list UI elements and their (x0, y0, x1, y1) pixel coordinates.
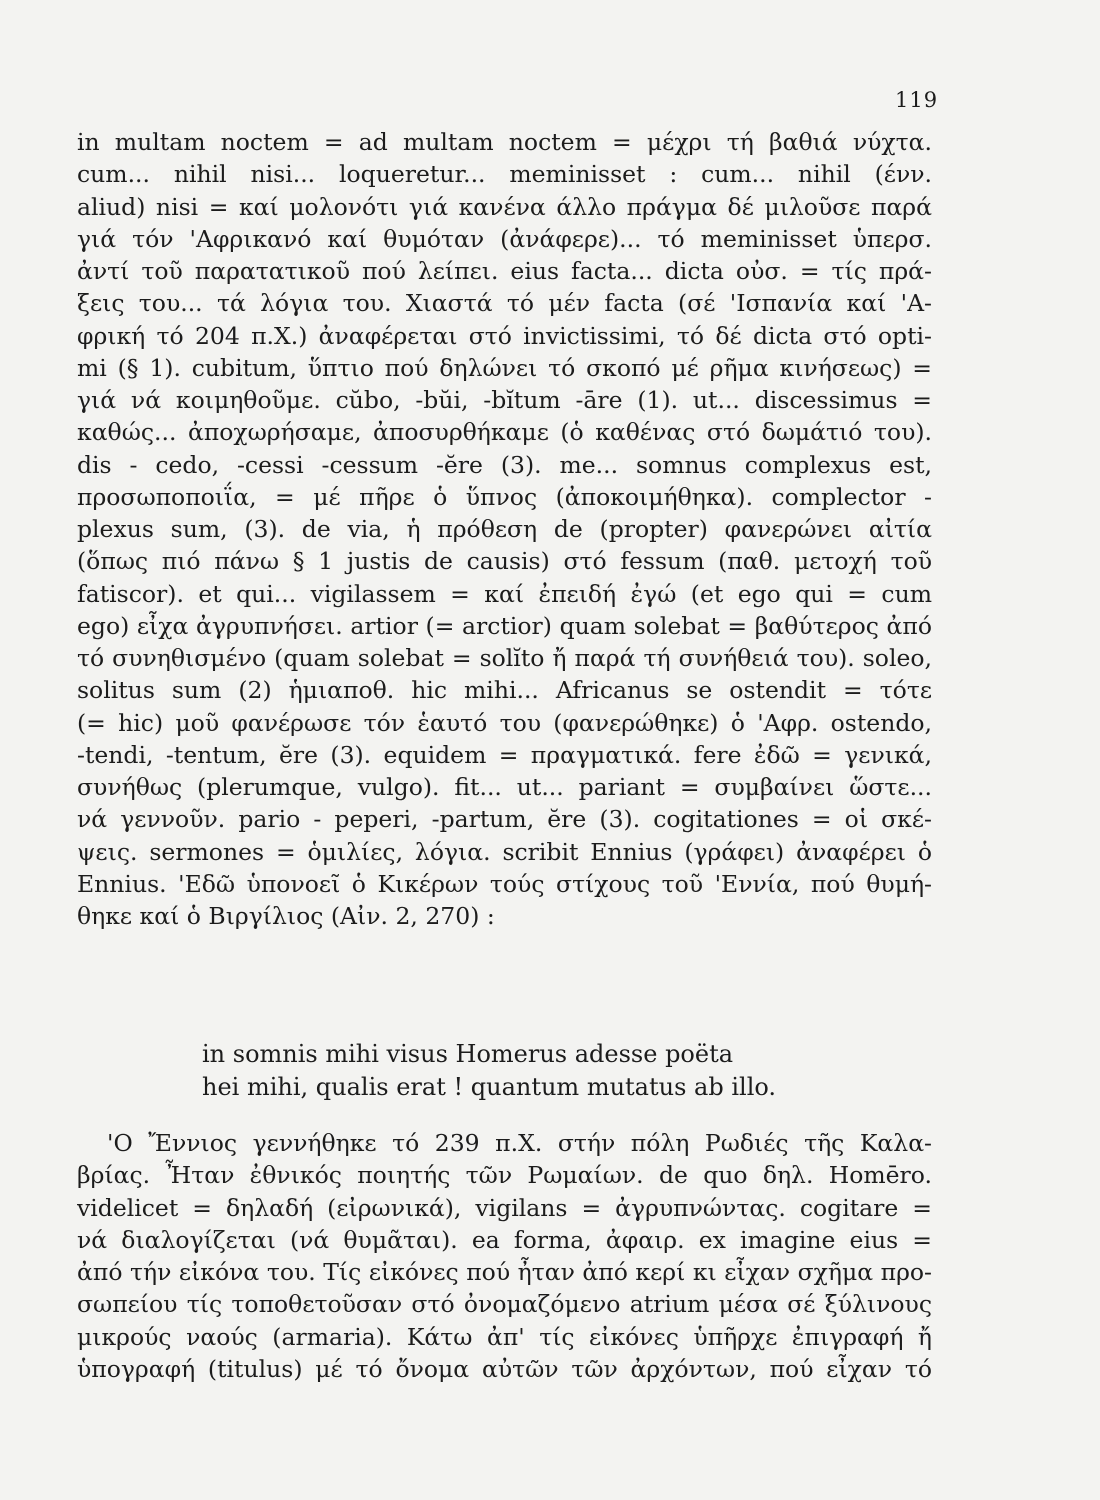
text-line: ego) εἶχα ἀγρυπνήσει. artior (= arctior) quam solebat = βαθύτερος ἀπό (77, 611, 932, 640)
text-line: καθώς... ἀποχωρήσαμε, ἀποσυρθήκαμε (ὁ καθένας στό δωμάτιό του). (77, 418, 932, 447)
text-line: cum... nihil nisi... loqueretur... meminisset : cum... nihil (ένν. (77, 160, 932, 189)
text-line: (ὅπως πιό πάνω § 1 justis de causis) στό fessum (παθ. μετοχή τοῦ (77, 547, 932, 576)
text-line: 'Ο Ἔννιος γεννήθηκε τό 239 π.Χ. στήν πόλη Ρωδιές τῆς Καλα- (107, 1129, 932, 1157)
text-line: γιά τόν 'Αφρικανό καί θυμόταν (ἀνάφερε)... τό meminisset ὑπερσ. (77, 224, 932, 253)
text-line: in multam noctem = ad multam noctem = μέχρι τή βαθιά νύχτα. (77, 128, 932, 156)
text-line: προσωποποιΐα, = μέ πῆρε ὁ ὕπνος (ἀποκοιμήθηκα). complector - (77, 482, 932, 511)
text-line: dis - cedo, -cessi -cessum -ĕre (3). me... somnus complexus est, (77, 450, 932, 479)
text-line: φρική τό 204 π.Χ.) ἀναφέρεται στό invictissimi, τό δέ dicta στό opti- (77, 321, 932, 350)
text-line: θηκε καί ὁ Βιργίλιος (Αἰν. 2, 270) : (77, 902, 495, 930)
text-line: συνήθως (plerumque, vulgo). fit... ut... pariant = συμβαίνει ὥστε... (77, 773, 932, 801)
text-line: σωπείου τίς τοποθετοῦσαν στό ὀνομαζόμενο atrium μέσα σέ ξύλινους (77, 1290, 932, 1319)
text-line: -tendi, -tentum, ĕre (3). equidem = πραγματικά. fere ἐδῶ = γενικά, (77, 740, 932, 769)
page-number: 119 (895, 88, 939, 112)
text-line: plexus sum, (3). de via, ἡ πρόθεση de (propter) φανερώνει αἰτία (77, 515, 932, 543)
text-line: fatiscor). et qui... vigilassem = καί ἐπειδή ἐγώ (et ego qui = cum (77, 579, 932, 608)
text-line: videlicet = δηλαδή (εἰρωνικά), vigilans = ἀγρυπνώντας. cogitare = (77, 1193, 932, 1222)
text-line: solitus sum (2) ἡμιαποθ. hic mihi... Africanus se ostendit = τότε (77, 676, 932, 705)
verse-quotation (202, 1038, 922, 1104)
commentary-paragraph-2 (77, 1127, 932, 1385)
text-line: τό συνηθισμένο (quam solebat = solĭto ἤ παρά τή συνήθειά του). soleo, (77, 644, 932, 672)
text-line: mi (§ 1). cubitum, ὕπτιο πού δηλώνει τό σκοπό μέ ρῆμα κινήσεως) = (77, 353, 932, 382)
commentary-paragraph-1 (77, 126, 932, 932)
text-line: ὑπογραφή (titulus) μέ τό ὄνομα αὐτῶν τῶν ἀρχόντων, πού εἶχαν τό (77, 1354, 932, 1383)
text-line: ψεις. sermones = ὁμιλίες, λόγια. scribit Ennius (γράφει) ἀναφέρει ὁ (77, 837, 932, 866)
text-line: μικρούς ναούς (armaria). Κάτω ἀπ' τίς εἰκόνες ὑπῆρχε ἐπιγραφή ἤ (77, 1322, 932, 1351)
text-line: aliud) nisi = καί μολονότι γιά κανένα άλλο πράγμα δέ μιλοῦσε παρά (77, 192, 932, 221)
text-line: νά γεννοῦν. pario - peperi, -partum, ĕre (3). cogitationes = οἱ σκέ- (77, 805, 932, 834)
text-line: ἀντί τοῦ παρατατικοῦ πού λείπει. eius facta... dicta οὐσ. = τίς πρά- (77, 257, 932, 285)
text-line: ξεις του... τά λόγια του. Χιαστά τό μέν facta (σέ 'Ισπανία καί 'Α- (77, 289, 932, 318)
text-line: (= hic) μοῦ φανέρωσε τόν ἑαυτό του (φανερώθηκε) ὁ 'Αφρ. ostendo, (77, 708, 932, 737)
text-line: ἀπό τήν εἰκόνα του. Τίς εἰκόνες πού ἦταν ἀπό κερί κι εἶχαν σχῆμα προ- (77, 1258, 932, 1286)
text-line: Ennius. 'Εδῶ ὑπονοεῖ ὁ Κικέρων τούς στίχους τοῦ 'Εννία, πού θυμή- (77, 869, 932, 898)
verse-line: hei mihi, qualis erat ! quantum mutatus ab illo. (202, 1073, 777, 1101)
text-line: γιά νά κοιμηθοῦμε. cŭbo, -bŭi, -bĭtum -āre (1). ut... discessimus = (77, 386, 932, 414)
text-line: βρίας. Ἦταν ἐθνικός ποιητής τῶν Ρωμαίων. de quo δηλ. Homēro. (77, 1161, 932, 1190)
text-line: νά διαλογίζεται (νά θυμᾶται). ea forma, ἀφαιρ. ex imagine eius = (77, 1225, 932, 1254)
verse-line: in somnis mihi visus Homerus adesse poëta (202, 1040, 734, 1068)
